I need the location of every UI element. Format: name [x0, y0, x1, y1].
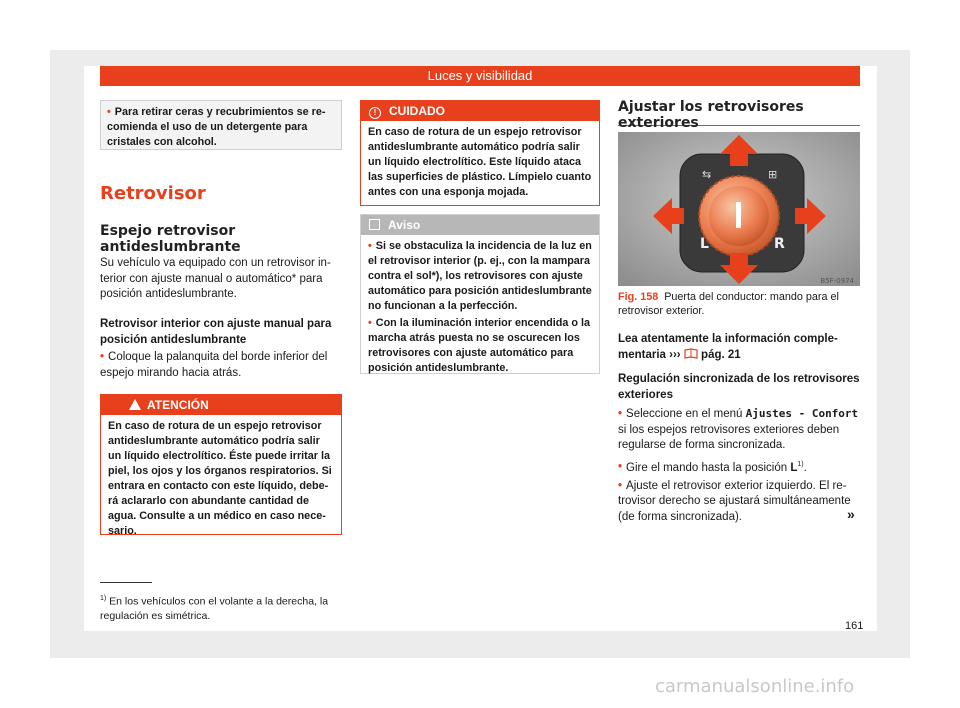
read-info-text: Lea atentamente la información complementaria: [618, 333, 838, 361]
note-box: [360, 214, 600, 374]
svg-text:⇆: ⇆: [702, 168, 712, 181]
step-item: • Ajuste el retrovisor exterior izquierdo. El retrovisor derecho se ajustará simultáneamente (de forma sincronizada).: [618, 479, 851, 523]
manual-step: [100, 350, 342, 381]
figure-caption-text: Puerta del conductor: mando para el retrovisor exterior.: [618, 291, 839, 317]
warning-label: ATENCIÓN: [147, 398, 209, 412]
caution-text: En caso de rotura de un espejo retrovisor antideslumbrante automático podría salir un líquido electrolítico. Este líquido ataca las superficies de plástico. Límpielo cuanto antes con una esponja mojada.: [368, 126, 592, 198]
knob-label-left: L: [700, 236, 709, 252]
caution-label: CUIDADO: [389, 104, 445, 118]
note-header: [361, 215, 599, 235]
ref-arrow: ›››: [669, 348, 681, 361]
step-item: • Gire el mando hasta la posición $L^{1)}$.: [618, 460, 807, 474]
tip-text: Para retirar ceras y recubrimientos se recomienda el uso de un detergente para cristales con alcohol.: [107, 106, 326, 148]
step-item: • Seleccione en el menú Ajustes - Confort si los espejos retrovisores exteriores deben regularse de forma sincronizada.: [618, 407, 859, 451]
bullet-icon: •: [107, 106, 111, 118]
caution-header: [361, 101, 599, 121]
footnote-mark: 1): [100, 595, 107, 602]
warning-header: [101, 395, 341, 415]
section-retrovisor: [100, 183, 342, 204]
read-info: [618, 332, 860, 363]
footnote: [100, 592, 342, 623]
manual-step-text: Coloque la palanquita del borde inferior del espejo mirando hacia atrás.: [100, 351, 328, 379]
page-ref-link[interactable]: pág. 21: [701, 348, 741, 361]
figure-158: [618, 132, 860, 286]
footnote-text: En los vehículos con el volante a la derecha, la regulación es simétrica.: [100, 595, 329, 622]
tip-box: [100, 100, 342, 150]
figure-code: B5F-0974: [820, 277, 854, 285]
note-label: Aviso: [388, 218, 421, 232]
note-item: • Con la iluminación interior encendida o la marcha atrás puesta no se oscurecen los retrovisores con ajuste automático para posición antideslumbrante.: [368, 317, 590, 374]
sync-heading: Regulación sincronizada de los retrovisores exteriores: [618, 373, 860, 401]
figure-caption: [618, 290, 860, 318]
mirror-control-illustration: [618, 132, 860, 286]
page-number: 161: [845, 620, 864, 632]
footnote-rule: [100, 582, 152, 583]
manual-heading: Retrovisor interior con ajuste manual para posición antideslumbrante: [100, 318, 332, 346]
caution-circle-icon: !: [369, 107, 381, 119]
subsection-title: Espejo retrovisor antideslumbrante: [100, 223, 241, 255]
note-info-icon: [369, 219, 380, 230]
page-header: Luces y visibilidad: [100, 66, 860, 86]
subsection: [100, 224, 342, 255]
menu-path: Ajustes - Confort: [745, 407, 859, 420]
caution-box: [360, 100, 600, 206]
figure-number: Fig. 158: [618, 291, 659, 303]
warning-triangle-icon: [129, 399, 141, 410]
warning-box: [100, 394, 342, 535]
warning-text: En caso de rotura de un espejo retrovisor antideslumbrante automático podría salir un líquido electrolítico. Éste puede irritar la piel, los ojos y los órganos respiratorios. Si entrara en contacto con este líquido, deberá aclararlo con abundante cantidad de agua. Consulte a un médico en caso necesario.: [108, 420, 332, 537]
section-title: Retrovisor: [100, 183, 206, 204]
svg-text:⊞: ⊞: [768, 168, 778, 181]
bullet-icon: •: [100, 351, 105, 363]
note-body: [361, 235, 599, 382]
note-item: • Si se obstaculiza la incidencia de la luz en el retrovisor interior (p. ej., con la mampara contra el sol*), los retrovisores con ajuste automático para posición antideslumbrante no funcionan a la perfección.: [368, 240, 592, 312]
step-list: [618, 406, 860, 525]
mirrors-section-title: Ajustar los retrovisores exteriores: [618, 99, 804, 131]
intro-paragraph: Su vehículo va equipado con un retrovisor interior con ajuste manual o automático* para posición antideslumbrante.: [100, 257, 331, 300]
watermark: carmanualsonline.info: [655, 676, 855, 697]
book-warning-icon: [684, 348, 698, 359]
continue-mark: »: [847, 506, 855, 522]
knob-label-right: R: [774, 236, 785, 252]
section-mirrors: [618, 99, 860, 131]
